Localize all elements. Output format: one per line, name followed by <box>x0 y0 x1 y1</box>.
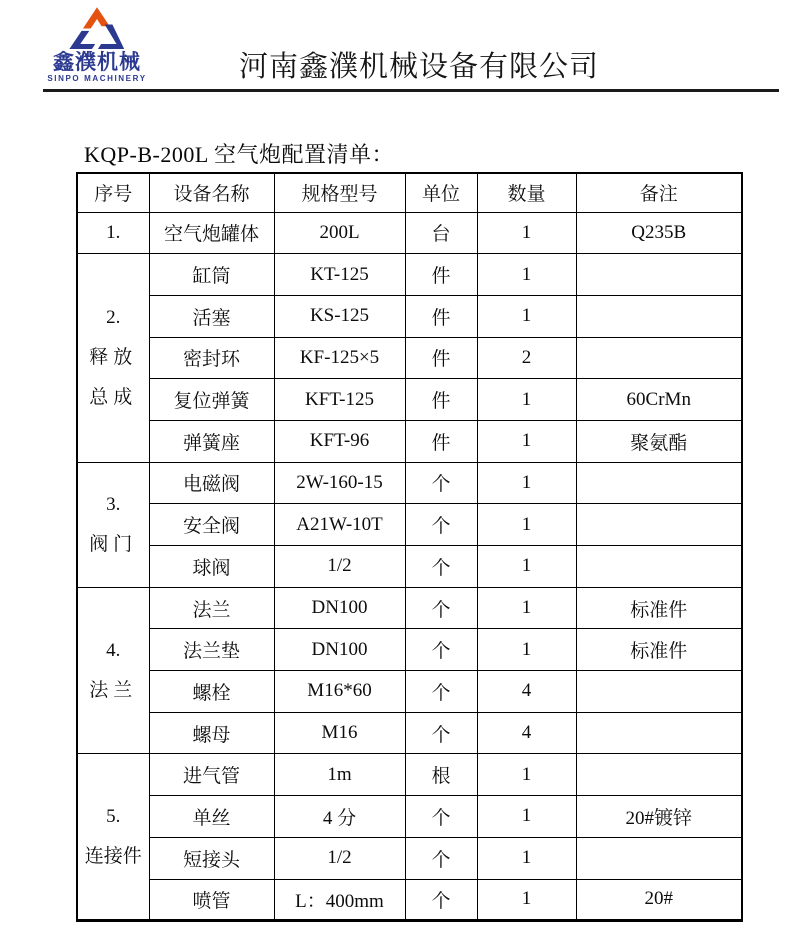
table-cell: 根 <box>405 754 477 796</box>
table-cell: 螺母 <box>149 712 274 754</box>
table-cell: Q235B <box>576 212 742 254</box>
table-row <box>77 462 742 504</box>
table-row <box>77 587 742 629</box>
table-cell: 标准件 <box>576 629 742 671</box>
table-cell: 4 <box>477 712 576 754</box>
table-row <box>77 379 742 421</box>
table-row <box>77 337 742 379</box>
logo-brand-english: SINPO MACHINERY <box>47 74 147 83</box>
table-cell: 2W-160-15 <box>274 462 405 504</box>
table-cell: 件 <box>405 420 477 462</box>
table-cell: 复位弹簧 <box>149 379 274 421</box>
table-cell: KFT-125 <box>274 379 405 421</box>
table-cell: 1 <box>477 587 576 629</box>
table-cell: 200L <box>274 212 405 254</box>
header-divider-line <box>43 89 779 92</box>
table-cell: 短接头 <box>149 837 274 879</box>
table-cell: 个 <box>405 837 477 879</box>
table-cell: 20# <box>576 879 742 921</box>
section-number-cell: 1. <box>77 212 149 254</box>
table-row <box>77 671 742 713</box>
column-header-remark: 备注 <box>576 173 742 212</box>
table-row <box>77 754 742 796</box>
table-cell: KT-125 <box>274 254 405 296</box>
table-cell: 60CrMn <box>576 379 742 421</box>
table-cell <box>576 671 742 713</box>
table-cell: KFT-96 <box>274 420 405 462</box>
table-cell: 1 <box>477 420 576 462</box>
table-row <box>77 254 742 296</box>
table-cell: 安全阀 <box>149 504 274 546</box>
table-cell: 台 <box>405 212 477 254</box>
table-cell: 法兰 <box>149 587 274 629</box>
section-number-cell: 4. 法兰 <box>77 587 149 754</box>
column-header-name: 设备名称 <box>149 173 274 212</box>
table-cell: 1 <box>477 879 576 921</box>
column-header-serial: 序号 <box>77 173 149 212</box>
column-header-spec: 规格型号 <box>274 173 405 212</box>
table-cell <box>576 712 742 754</box>
table-cell: DN100 <box>274 587 405 629</box>
table-cell: 个 <box>405 546 477 588</box>
table-cell: 1 <box>477 295 576 337</box>
table-cell <box>576 837 742 879</box>
section-number-cell: 5. 连接件 <box>77 754 149 921</box>
table-cell: 个 <box>405 587 477 629</box>
table-row <box>77 504 742 546</box>
table-cell <box>576 337 742 379</box>
table-cell: 1 <box>477 837 576 879</box>
table-cell: 1 <box>477 379 576 421</box>
table-row <box>77 212 742 254</box>
table-cell: 1 <box>477 254 576 296</box>
table-cell: KS-125 <box>274 295 405 337</box>
table-cell: 进气管 <box>149 754 274 796</box>
column-header-qty: 数量 <box>477 173 576 212</box>
table-cell: 1 <box>477 546 576 588</box>
table-cell: 空气炮罐体 <box>149 212 274 254</box>
table-cell: 个 <box>405 671 477 713</box>
table-cell: A21W-10T <box>274 504 405 546</box>
table-row <box>77 879 742 921</box>
table-cell: 单丝 <box>149 796 274 838</box>
section-number-cell: 2. 释放 总成 <box>77 254 149 462</box>
table-cell <box>576 462 742 504</box>
table-cell: 1m <box>274 754 405 796</box>
table-cell: 1 <box>477 504 576 546</box>
table-cell: 个 <box>405 879 477 921</box>
table-cell: 1 <box>477 629 576 671</box>
table-cell: 喷管 <box>149 879 274 921</box>
table-cell: 弹簧座 <box>149 420 274 462</box>
table-cell: 4 分 <box>274 796 405 838</box>
table-row <box>77 837 742 879</box>
table-cell: 标准件 <box>576 587 742 629</box>
table-cell: 件 <box>405 337 477 379</box>
table-cell: 2 <box>477 337 576 379</box>
table-row <box>77 796 742 838</box>
logo-brand-chinese: 鑫濮机械 <box>53 51 141 74</box>
section-number-cell: 3. 阀门 <box>77 462 149 587</box>
table-row <box>77 546 742 588</box>
company-name-heading: 河南鑫濮机械设备有限公司 <box>238 51 599 83</box>
table-cell: 1/2 <box>274 546 405 588</box>
table-cell: 1 <box>477 754 576 796</box>
table-cell: 个 <box>405 796 477 838</box>
table-cell <box>576 504 742 546</box>
table-cell: 缸筒 <box>149 254 274 296</box>
table-cell: 个 <box>405 629 477 671</box>
table-cell: M16 <box>274 712 405 754</box>
table-cell: L：400mm <box>274 879 405 921</box>
table-cell: 1/2 <box>274 837 405 879</box>
table-cell: 电磁阀 <box>149 462 274 504</box>
table-header-row <box>77 173 742 212</box>
table-cell: 件 <box>405 295 477 337</box>
table-cell: 件 <box>405 254 477 296</box>
table-cell: 20#镀锌 <box>576 796 742 838</box>
table-cell: 螺栓 <box>149 671 274 713</box>
column-header-unit: 单位 <box>405 173 477 212</box>
configuration-table-wrapper <box>76 172 743 922</box>
table-cell: 1 <box>477 212 576 254</box>
table-cell: 个 <box>405 504 477 546</box>
table-cell: 件 <box>405 379 477 421</box>
table-cell: 密封环 <box>149 337 274 379</box>
table-cell: M16*60 <box>274 671 405 713</box>
table-cell: 4 <box>477 671 576 713</box>
configuration-table <box>76 172 743 922</box>
table-row <box>77 629 742 671</box>
table-row <box>77 712 742 754</box>
table-row <box>77 295 742 337</box>
table-cell: 1 <box>477 796 576 838</box>
logo-triangle-icon <box>68 6 126 52</box>
table-cell: 活塞 <box>149 295 274 337</box>
table-cell: 法兰垫 <box>149 629 274 671</box>
table-cell: 球阀 <box>149 546 274 588</box>
table-cell: 个 <box>405 462 477 504</box>
table-cell: KF-125×5 <box>274 337 405 379</box>
table-cell: 聚氨酯 <box>576 420 742 462</box>
table-cell <box>576 295 742 337</box>
table-cell: 1 <box>477 462 576 504</box>
table-cell: DN100 <box>274 629 405 671</box>
table-cell <box>576 754 742 796</box>
table-cell <box>576 546 742 588</box>
table-row <box>77 420 742 462</box>
table-cell: 个 <box>405 712 477 754</box>
document-title: KQP-B-200L 空气炮配置清单： <box>84 142 394 167</box>
table-cell <box>576 254 742 296</box>
